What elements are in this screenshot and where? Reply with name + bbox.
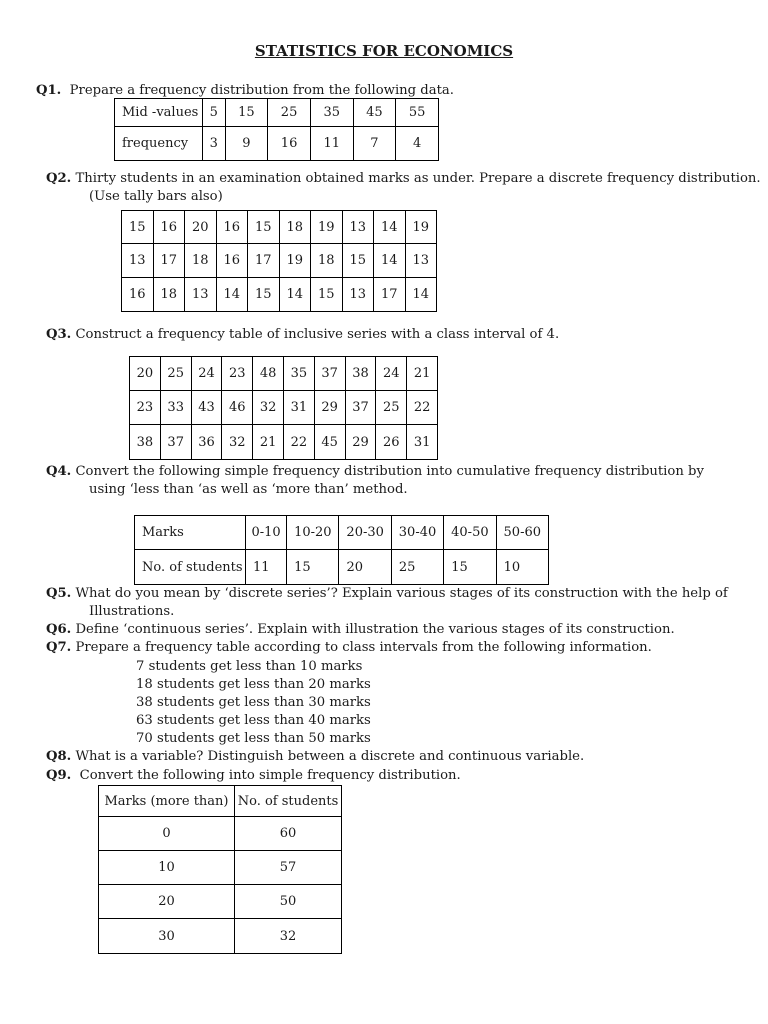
q1-cell: 25 <box>268 99 311 127</box>
q3-cell: 31 <box>283 391 314 425</box>
q9-cell: 20 <box>99 885 235 919</box>
q3-cell: 24 <box>376 357 407 391</box>
q3-cell: 38 <box>345 357 376 391</box>
q9-table <box>98 785 342 954</box>
q2-cell: 17 <box>248 244 280 278</box>
q2-cell: 19 <box>405 211 437 244</box>
q3-cell: 24 <box>191 357 222 391</box>
q4-header-cell: No. of students <box>135 550 246 585</box>
q9-cell: 50 <box>235 885 342 919</box>
q4-cell: 50-60 <box>496 516 548 550</box>
question-6 <box>46 621 675 639</box>
q9-cell: 10 <box>99 851 235 885</box>
q3-cell: 20 <box>130 357 161 391</box>
q3-cell: 21 <box>253 425 284 460</box>
question-5-number: Q5. <box>46 586 72 601</box>
q1-cell: 7 <box>353 127 396 161</box>
q3-cell: 21 <box>407 357 438 391</box>
q9-cell: 0 <box>99 817 235 851</box>
q7-line: 38 students get less than 30 marks <box>136 695 371 710</box>
q3-cell: 37 <box>345 391 376 425</box>
q3-cell: 35 <box>283 357 314 391</box>
question-5-text-cont: Illustrations. <box>89 604 175 619</box>
q1-cell: 16 <box>268 127 311 161</box>
q1-cell: 4 <box>396 127 439 161</box>
q3-cell: 33 <box>160 391 191 425</box>
question-4-text-cont: using ‘less than ‘as well as ‘more than’ method. <box>89 482 408 497</box>
question-7-number: Q7. <box>46 640 72 655</box>
q2-cell: 18 <box>311 244 343 278</box>
q4-table <box>134 515 549 585</box>
q3-cell: 29 <box>345 425 376 460</box>
q2-cell: 17 <box>374 278 406 312</box>
q3-cell: 25 <box>160 357 191 391</box>
q3-cell: 26 <box>376 425 407 460</box>
q3-cell: 37 <box>160 425 191 460</box>
question-4-number: Q4. <box>46 464 72 479</box>
question-6-text: Define ‘continuous series’. Explain with illustration the various stages of its construction. <box>75 622 675 637</box>
q4-cell: 10-20 <box>287 516 339 550</box>
q9-cell: 57 <box>235 851 342 885</box>
question-4 <box>46 463 704 481</box>
q2-cell: 15 <box>342 244 374 278</box>
q7-line: 63 students get less than 40 marks <box>136 713 371 728</box>
q3-table <box>129 356 438 460</box>
q2-cell: 18 <box>153 278 185 312</box>
question-1-number: Q1. <box>36 83 62 98</box>
q2-cell: 16 <box>216 211 248 244</box>
q1-cell: 11 <box>310 127 353 161</box>
q3-cell: 23 <box>222 357 253 391</box>
q4-cell: 0-10 <box>246 516 287 550</box>
q3-cell: 45 <box>314 425 345 460</box>
page-title: STATISTICS FOR ECONOMICS <box>254 42 514 60</box>
q3-cell: 29 <box>314 391 345 425</box>
q2-cell: 19 <box>311 211 343 244</box>
q7-line: 7 students get less than 10 marks <box>136 659 363 674</box>
question-2-number: Q2. <box>46 171 72 186</box>
q3-cell: 23 <box>130 391 161 425</box>
q7-line: 70 students get less than 50 marks <box>136 731 371 746</box>
q2-cell: 16 <box>122 278 154 312</box>
question-9-number: Q9. <box>46 768 72 783</box>
question-8-text: What is a variable? Distinguish between a discrete and continuous variable. <box>75 749 585 764</box>
q3-cell: 25 <box>376 391 407 425</box>
q4-cell: 15 <box>444 550 496 585</box>
q2-cell: 14 <box>374 211 406 244</box>
q3-cell: 31 <box>407 425 438 460</box>
question-2 <box>46 170 761 188</box>
q1-cell: 3 <box>203 127 226 161</box>
question-3-text: Construct a frequency table of inclusive series with a class interval of 4. <box>75 327 560 342</box>
q2-cell: 14 <box>279 278 311 312</box>
q3-cell: 46 <box>222 391 253 425</box>
question-5 <box>46 585 728 603</box>
q3-cell: 43 <box>191 391 222 425</box>
q3-cell: 22 <box>283 425 314 460</box>
q9-header-cell: Marks (more than) <box>99 786 235 817</box>
q3-cell: 32 <box>222 425 253 460</box>
q1-table <box>114 98 439 161</box>
question-8-number: Q8. <box>46 749 72 764</box>
question-9 <box>46 767 461 785</box>
question-8 <box>46 748 584 766</box>
q2-cell: 17 <box>153 244 185 278</box>
q2-cell: 16 <box>216 244 248 278</box>
q4-header-cell: Marks <box>135 516 246 550</box>
q2-cell: 15 <box>248 278 280 312</box>
q2-cell: 13 <box>405 244 437 278</box>
q2-cell: 13 <box>342 211 374 244</box>
q1-cell: 15 <box>225 99 268 127</box>
q4-cell: 30-40 <box>391 516 443 550</box>
q4-cell: 11 <box>246 550 287 585</box>
q3-cell: 48 <box>253 357 284 391</box>
q2-cell: 19 <box>279 244 311 278</box>
question-9-text: Convert the following into simple frequency distribution. <box>79 768 461 783</box>
q9-cell: 32 <box>235 919 342 954</box>
q2-cell: 13 <box>185 278 217 312</box>
question-6-number: Q6. <box>46 622 72 637</box>
question-2-text-cont: (Use tally bars also) <box>89 189 223 204</box>
q1-cell: 45 <box>353 99 396 127</box>
q9-cell: 30 <box>99 919 235 954</box>
q2-cell: 14 <box>405 278 437 312</box>
question-4-text: Convert the following simple frequency distribution into cumulative frequency distribution by <box>75 464 704 479</box>
q2-cell: 14 <box>374 244 406 278</box>
q2-cell: 15 <box>311 278 343 312</box>
q2-cell: 18 <box>185 244 217 278</box>
question-3 <box>46 326 559 344</box>
q2-cell: 16 <box>153 211 185 244</box>
q1-header-cell: frequency <box>115 127 203 161</box>
q4-cell: 20-30 <box>339 516 391 550</box>
q2-cell: 18 <box>279 211 311 244</box>
q2-cell: 15 <box>122 211 154 244</box>
q4-cell: 25 <box>391 550 443 585</box>
question-1-text: Prepare a frequency distribution from the following data. <box>69 83 454 98</box>
q2-cell: 13 <box>342 278 374 312</box>
q1-header-cell: Mid -values <box>115 99 203 127</box>
q4-cell: 10 <box>496 550 548 585</box>
q4-cell: 15 <box>287 550 339 585</box>
q9-header-cell: No. of students <box>235 786 342 817</box>
q3-cell: 36 <box>191 425 222 460</box>
q2-cell: 15 <box>248 211 280 244</box>
question-7-text: Prepare a frequency table according to class intervals from the following information. <box>75 640 652 655</box>
q3-cell: 38 <box>130 425 161 460</box>
q3-cell: 37 <box>314 357 345 391</box>
q1-cell: 55 <box>396 99 439 127</box>
q2-cell: 13 <box>122 244 154 278</box>
q4-cell: 40-50 <box>444 516 496 550</box>
question-5-text: What do you mean by ‘discrete series’? Explain various stages of its construction with the help of <box>75 586 728 601</box>
q2-table <box>121 210 437 312</box>
question-3-number: Q3. <box>46 327 72 342</box>
q7-line: 18 students get less than 20 marks <box>136 677 371 692</box>
q3-cell: 22 <box>407 391 438 425</box>
q1-cell: 35 <box>310 99 353 127</box>
q1-cell: 5 <box>203 99 226 127</box>
question-7 <box>46 639 652 657</box>
q9-cell: 60 <box>235 817 342 851</box>
q1-cell: 9 <box>225 127 268 161</box>
question-2-text: Thirty students in an examination obtained marks as under. Prepare a discrete frequency distribution. <box>75 171 761 186</box>
q2-cell: 14 <box>216 278 248 312</box>
q3-cell: 32 <box>253 391 284 425</box>
q4-cell: 20 <box>339 550 391 585</box>
q2-cell: 20 <box>185 211 217 244</box>
